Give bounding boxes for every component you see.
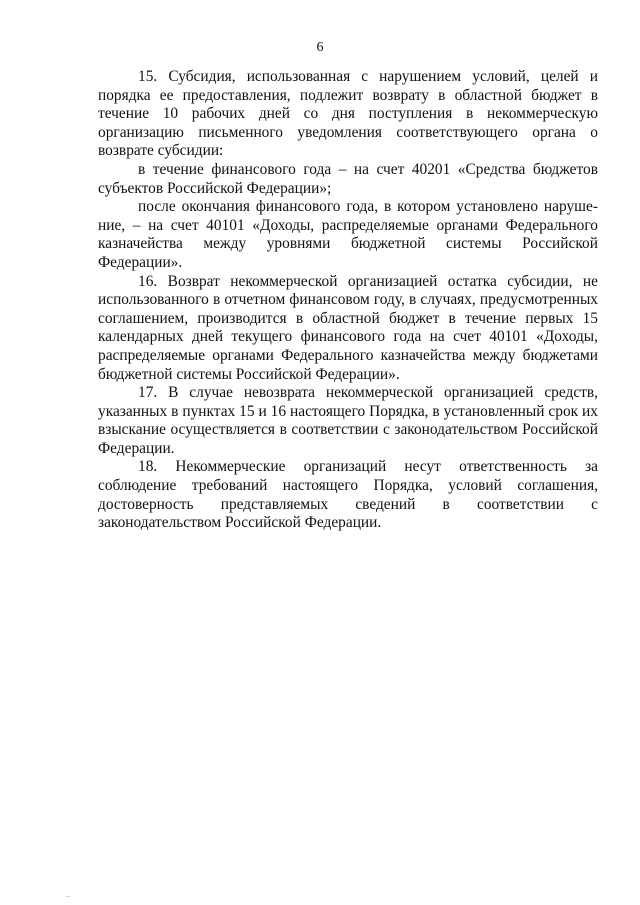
- paragraph-15-item-1: в течение финансового года – на счет 40201 «Средства бюджетов субъектов Российской Федерации»;: [98, 160, 598, 197]
- paragraph-17: 17. В случае невозврата некоммерческой организацией средств, указанных в пунктах 15 и 16 настоящего Порядка, в установленный срок их взыскание осуществляется в соответствии с законодательством Российской Федерации.: [98, 384, 598, 457]
- paragraph-18: 18. Некоммерческие организаций несут ответственность за соблюдение требований настоящего Порядка, условий соглашения, достоверность представляемых сведений в соответствии с законодательством Российской Федерации.: [98, 458, 598, 532]
- scan-mark: ··: [66, 893, 71, 901]
- paragraph-16: 16. Возврат некоммерческой организацией остатка субсидии, не использованного в отчетном финансовом году, в случаях, предусмотренных соглашением, производится в областной бюджет в течение первых 15 календарных дней текущего финансового года на счет 40101 «Доходы, распределяемые органами Федерального казначейства между бюджетами бюджетной системы Российской Федерации».: [98, 272, 598, 383]
- page-number: 6: [316, 40, 324, 55]
- paragraph-15-item-2: после окончания финансового года, в котором установлено нарушение, – на счет 40101 «Доходы, распределяемые органами Федерального казначейства между уровнями бюджетной системы Российской Федерации».: [98, 198, 598, 271]
- paragraph-15: 15. Субсидия, использованная с нарушением условий, целей и порядка ее предоставления, подлежит возврату в областной бюджет в течение 10 рабочих дней со дня поступления в некоммерческую организацию письменного уведомления соответствующего органа о возврате субсидии:: [98, 68, 598, 160]
- document-body: [98, 68, 598, 533]
